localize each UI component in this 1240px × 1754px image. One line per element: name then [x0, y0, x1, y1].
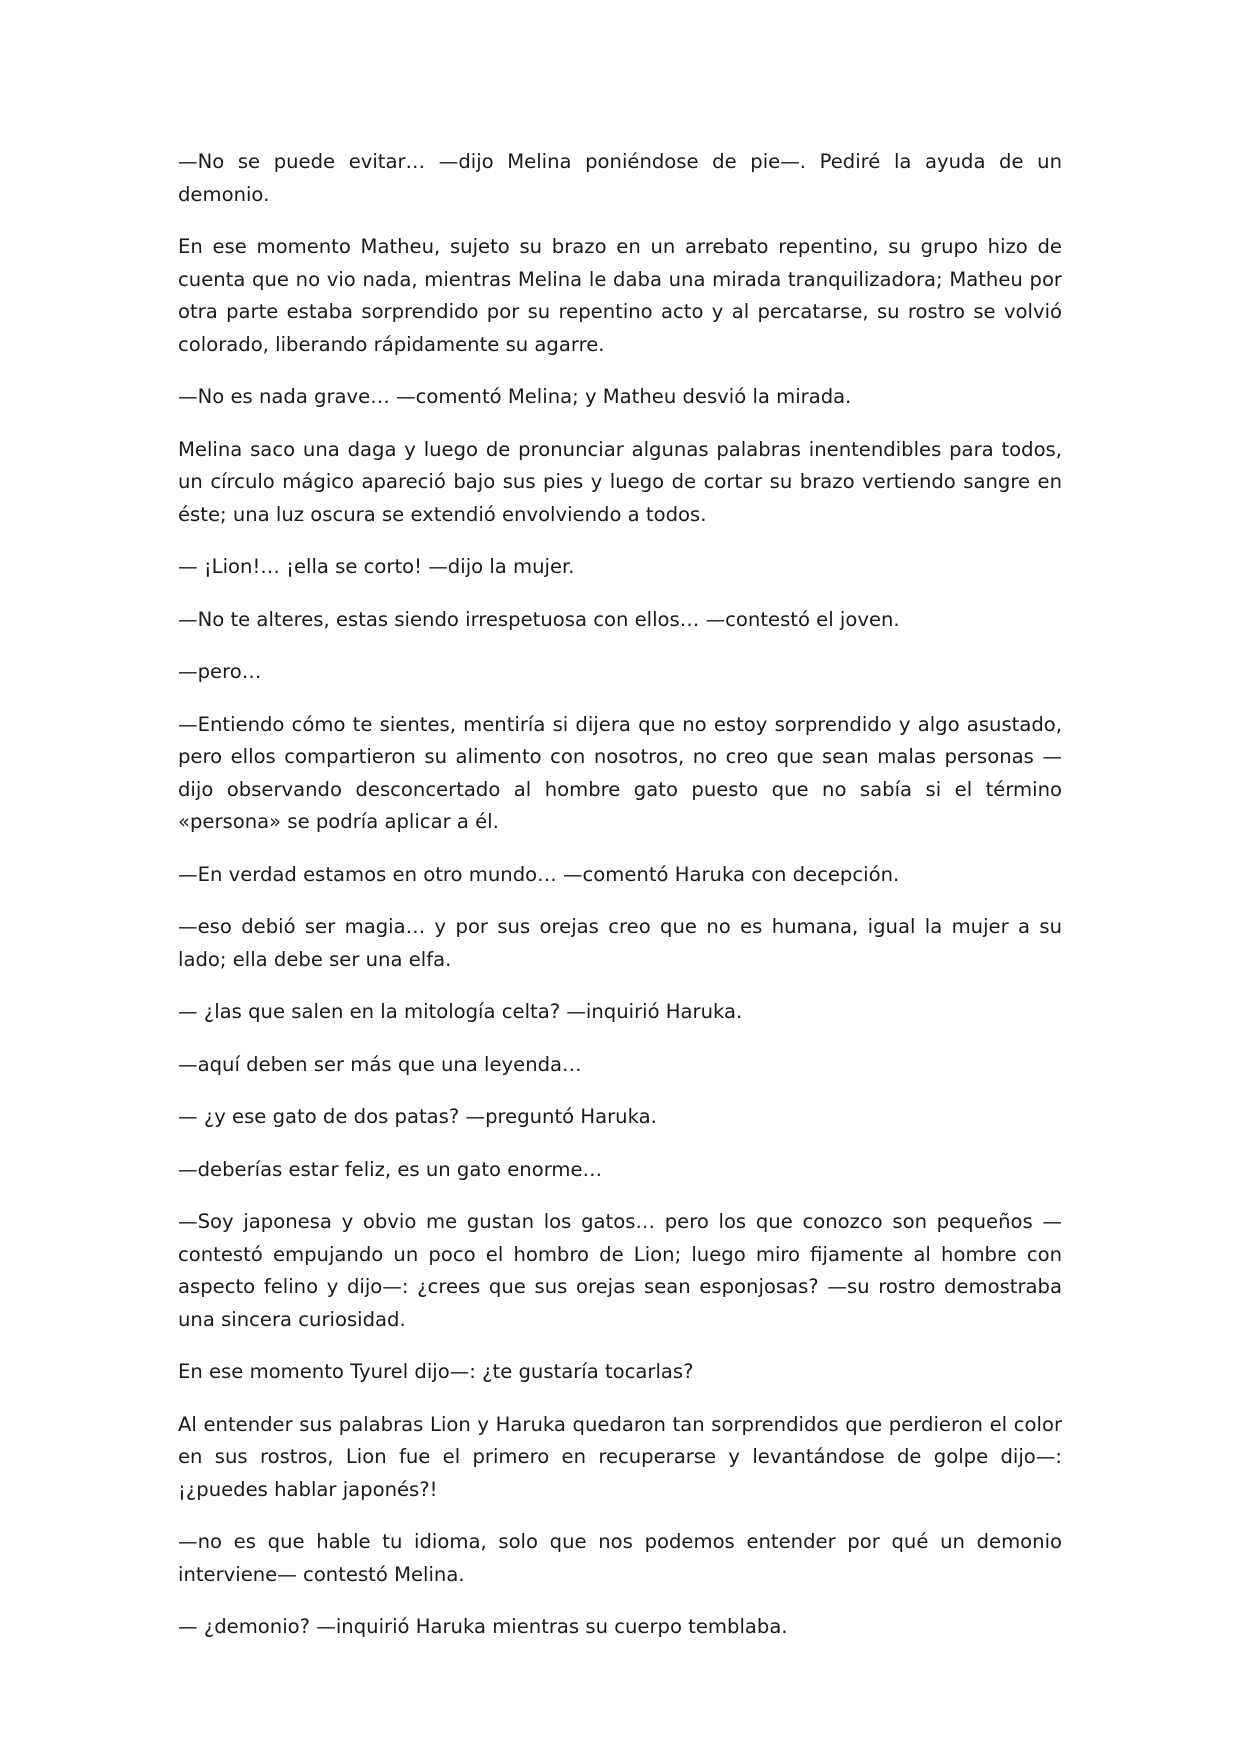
paragraph: —No te alteres, estas siendo irrespetuosa con ellos… —contestó el joven. — [178, 607, 900, 631]
paragraph: —eso debió ser magia… y por sus orejas creo que no es humana, igual la mujer a su lado; ella debe ser una elfa. — [178, 915, 1062, 971]
document-body — [178, 146, 1062, 1664]
paragraph: —Entiendo cómo te sientes, mentiría si dijera que no estoy sorprendido y algo asustado, pero ellos compartieron su alimento con nosotros, no creo que sean malas personas —dijo observando desconcertado al hombre gato puesto que no sabía si el término «persona» se podría aplicar a él. — [178, 712, 1062, 833]
paragraph: Al entender sus palabras Lion y Haruka quedaron tan sorprendidos que perdieron el color en sus rostros, Lion fue el primero en recuperarse y levantándose de golpe dijo—: ¡¿puedes hablar japonés?! — [178, 1412, 1062, 1501]
paragraph: —aquí deben ser más que una leyenda… — [178, 1052, 582, 1076]
paragraph: —No es nada grave… —comentó Melina; y Matheu desvió la mirada. — [178, 385, 852, 408]
paragraph: — ¿demonio? —inquirió Haruka mientras su cuerpo temblaba. — [178, 1615, 788, 1638]
paragraph: — ¿y ese gato de dos patas? —preguntó Haruka. — [178, 1105, 657, 1128]
paragraph: — ¿las que salen en la mitología celta? —inquirió Haruka. — [178, 1000, 743, 1023]
paragraph: En ese momento Tyurel dijo—: ¿te gustaría tocarlas? — [178, 1360, 694, 1383]
paragraph: En ese momento Matheu, sujeto su brazo en un arrebato repentino, su grupo hizo de cuenta que no vio nada, mientras Melina le daba una mirada tranquilizadora; Matheu por otra parte estaba sorprendido por su repentino acto y al percatarse, su rostro se volvió colorado, liberando rápidamente su agarre. — [178, 235, 1062, 356]
paragraph: —pero… — [178, 660, 262, 683]
paragraph: — ¡Lion!… ¡ella se corto! —dijo la mujer. — [178, 555, 575, 578]
paragraph: —No se puede evitar… —dijo Melina poniéndose de pie—. Pediré la ayuda de un demonio. — [178, 150, 1062, 206]
paragraph: —Soy japonesa y obvio me gustan los gatos… pero los que conozco son pequeños —contestó empujando un poco el hombro de Lion; luego miro fijamente al hombre con aspecto felino y dijo—: ¿crees que sus orejas sean esponjosas? —su rostro demostraba una sincera curiosidad. — [178, 1210, 1062, 1331]
paragraph: —En verdad estamos en otro mundo… —comentó Haruka con decepción. — [178, 862, 900, 886]
paragraph: —no es que hable tu idioma, solo que nos podemos entender por qué un demonio interviene— contestó Melina. — [178, 1530, 1062, 1586]
paragraph: —deberías estar feliz, es un gato enorme… — [178, 1157, 603, 1181]
paragraph: Melina saco una daga y luego de pronunciar algunas palabras inentendibles para todos, un círculo mágico apareció bajo sus pies y luego de cortar su brazo vertiendo sangre en éste; una luz oscura se extendió envolviendo a todos. — [178, 437, 1062, 526]
